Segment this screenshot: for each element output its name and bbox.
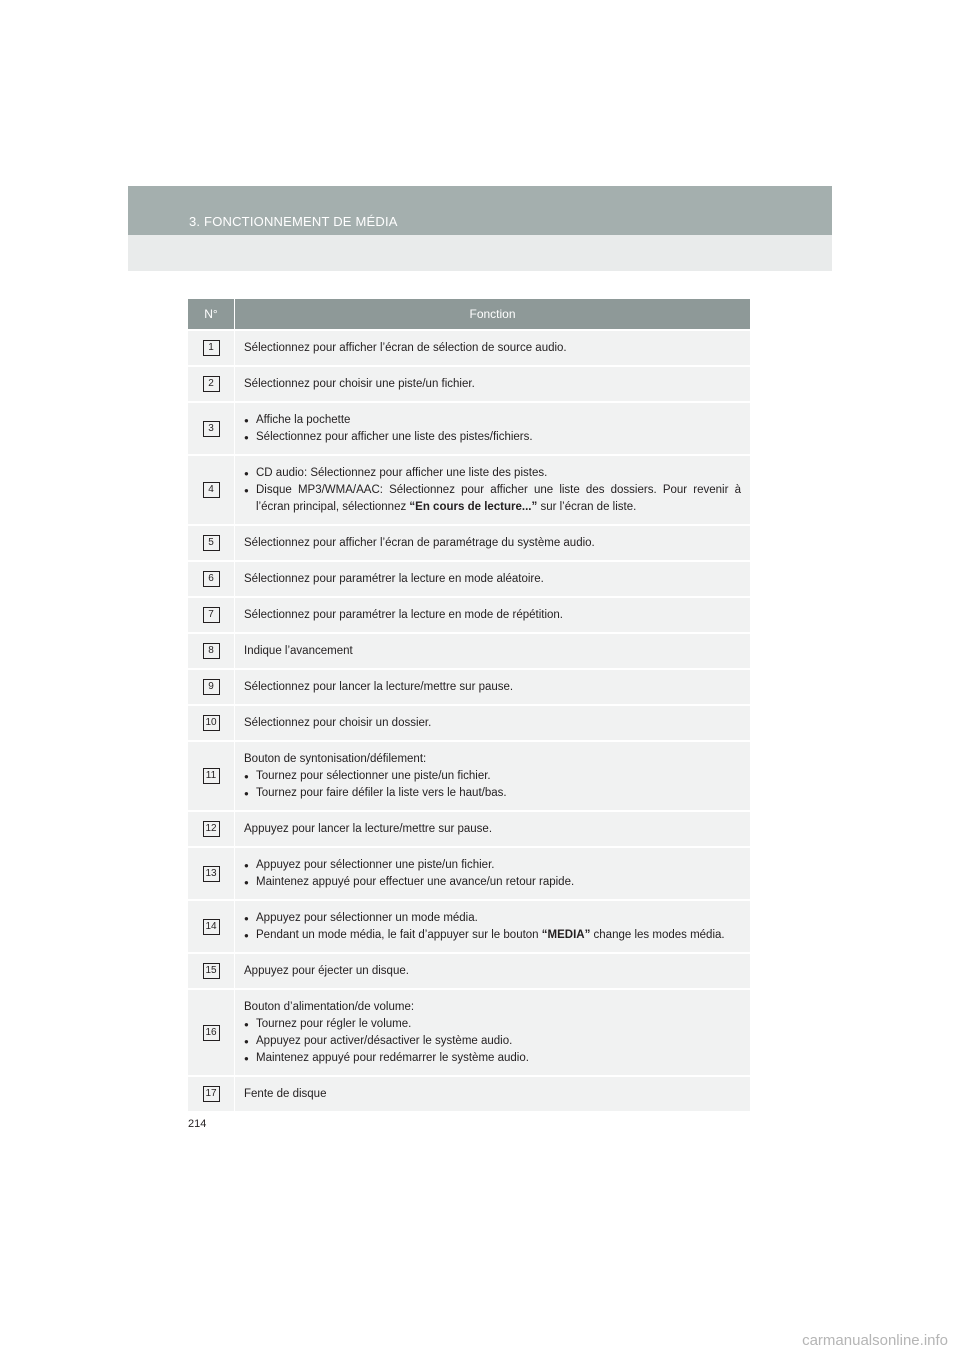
table-row [188, 401, 750, 454]
site-watermark: carmanualsonline.info [802, 1332, 948, 1349]
table-row [188, 846, 750, 899]
bullet-text-tail: change les modes média. [590, 929, 725, 941]
row-text: Sélectionnez pour afficher l’écran de sélection de source audio. [244, 342, 567, 354]
table-row [188, 560, 750, 596]
item-number-badge: 5 [203, 535, 220, 551]
page-number: 214 [188, 1118, 207, 1130]
bullet-text: Pendant un mode média, le fait d’appuyer sur le bouton [256, 929, 542, 941]
table-row [188, 365, 750, 401]
item-number-badge: 15 [203, 963, 220, 979]
bullet-item [244, 927, 741, 944]
row-text: Sélectionnez pour paramétrer la lecture en mode aléatoire. [244, 573, 544, 585]
table-row [188, 668, 750, 704]
table-row [188, 952, 750, 988]
item-number-badge: 12 [203, 821, 220, 837]
item-number-badge: 7 [203, 607, 220, 623]
item-number-badge: 4 [203, 482, 220, 498]
item-number-badge: 14 [203, 919, 220, 935]
item-number-badge: 1 [203, 340, 220, 356]
table-row [188, 329, 750, 365]
table-row [188, 740, 750, 810]
emphasis-text: “En cours de lecture...” [409, 501, 538, 513]
item-number-badge: 9 [203, 679, 220, 695]
bullet-item: ● Tournez pour régler le volume. [244, 1016, 741, 1033]
bullet-item: ● Appuyez pour sélectionner une piste/un fichier. [244, 857, 741, 874]
bullet-item: ● Sélectionnez pour afficher une liste des pistes/fichiers. [244, 429, 741, 446]
bullet-item: ● Affiche la pochette [244, 412, 741, 429]
row-text: Fente de disque [244, 1088, 327, 1100]
row-text: Bouton d’alimentation/de volume: [244, 1001, 415, 1013]
table-row [188, 454, 750, 524]
table-row [188, 899, 750, 952]
item-number-badge: 3 [203, 421, 220, 437]
bullet-item [244, 482, 741, 516]
table-row [188, 632, 750, 668]
row-text: Appuyez pour éjecter un disque. [244, 965, 409, 977]
bullet-item: ● Tournez pour sélectionner une piste/un fichier. [244, 768, 741, 785]
section-header-band [128, 186, 832, 235]
row-text: Sélectionnez pour paramétrer la lecture en mode de répétition. [244, 609, 563, 621]
row-text: Appuyez pour lancer la lecture/mettre sur pause. [244, 823, 493, 835]
table-row [188, 596, 750, 632]
table-row [188, 1075, 750, 1111]
bullet-item: ● Tournez pour faire défiler la liste vers le haut/bas. [244, 785, 741, 802]
table-row [188, 810, 750, 846]
item-number-badge: 13 [203, 866, 220, 882]
row-text: Sélectionnez pour afficher l’écran de paramétrage du système audio. [244, 537, 595, 549]
item-number-badge: 10 [203, 715, 220, 731]
row-text: Sélectionnez pour lancer la lecture/mettre sur pause. [244, 681, 514, 693]
row-text: Sélectionnez pour choisir un dossier. [244, 717, 432, 729]
item-number-badge: 6 [203, 571, 220, 587]
emphasis-text: “MEDIA” [541, 929, 591, 941]
bullet-item: ● Maintenez appuyé pour effectuer une avance/un retour rapide. [244, 874, 741, 891]
bullet-text-tail: sur l’écran de liste. [537, 501, 637, 513]
bullet-item: ● Appuyez pour sélectionner un mode média. [244, 910, 741, 927]
bullet-text: Disque MP3/WMA/AAC: Sélectionnez pour afficher une liste des dossiers. Pour revenir à l’écran principal, sélectionnez [256, 484, 741, 513]
section-header [128, 186, 832, 271]
item-number-badge: 11 [203, 768, 220, 784]
bullet-item: ● CD audio: Sélectionnez pour afficher une liste des pistes. [244, 465, 741, 482]
column-header-function: Fonction [234, 299, 750, 329]
item-number-badge: 16 [203, 1025, 220, 1041]
bullet-item: ● Appuyez pour activer/désactiver le système audio. [244, 1033, 741, 1050]
table-header [188, 299, 750, 329]
column-header-number: N° [204, 307, 218, 321]
row-text: Indique l’avancement [244, 645, 353, 657]
row-text: Bouton de syntonisation/défilement: [244, 753, 427, 765]
item-number-badge: 17 [203, 1086, 220, 1102]
item-number-badge: 8 [203, 643, 220, 659]
bullet-item: ● Maintenez appuyé pour redémarrer le système audio. [244, 1050, 741, 1067]
row-text: Sélectionnez pour choisir une piste/un fichier. [244, 378, 475, 390]
table-row [188, 704, 750, 740]
section-title: 3. FONCTIONNEMENT DE MÉDIA [189, 214, 398, 229]
function-table [188, 299, 750, 1111]
item-number-badge: 2 [203, 376, 220, 392]
table-row [188, 524, 750, 560]
table-row [188, 988, 750, 1075]
